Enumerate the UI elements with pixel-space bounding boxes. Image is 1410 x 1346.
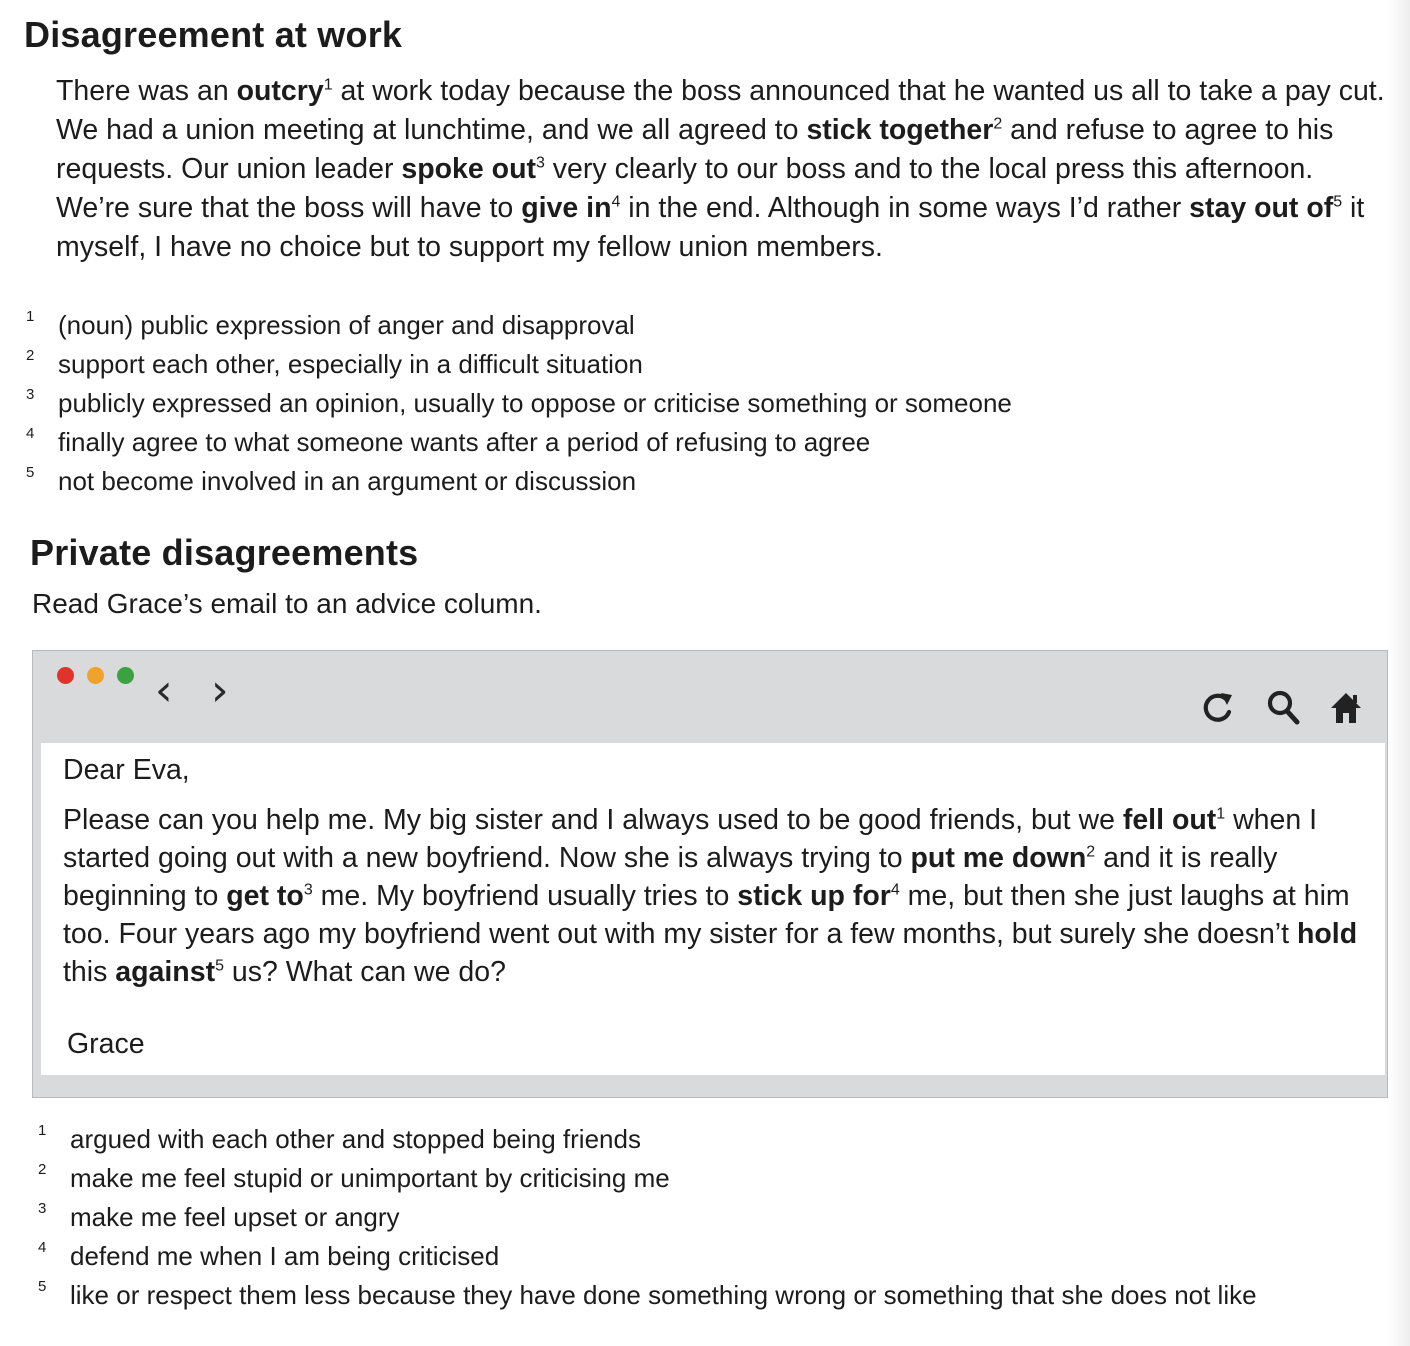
key-phrase: stick together <box>806 114 994 146</box>
text-run: and it is really beginning to <box>63 842 1278 912</box>
key-phrase: give in <box>521 192 612 224</box>
refresh-icon[interactable] <box>1199 687 1237 727</box>
glossary-number: 2 <box>38 1161 47 1178</box>
page-edge-shadow <box>1388 0 1410 1346</box>
footnote-marker: 1 <box>323 76 333 94</box>
glossary-item <box>26 423 1012 462</box>
footnote-marker: 3 <box>535 154 545 172</box>
section-title-work: Disagreement at work <box>24 14 403 55</box>
key-phrase: hold <box>1296 918 1358 950</box>
glossary-number: 1 <box>38 1122 47 1139</box>
key-phrase: fell out <box>1122 804 1217 836</box>
glossary-definition: argued with each other and stopped being friends <box>70 1124 641 1154</box>
text-run: There was an <box>56 75 237 107</box>
glossary-item <box>38 1276 1257 1315</box>
home-icon[interactable] <box>1327 687 1365 727</box>
glossary-item <box>26 306 1012 345</box>
glossary-item <box>26 462 1012 501</box>
key-phrase: outcry <box>236 75 324 107</box>
glossary-number: 2 <box>26 347 35 364</box>
glossary-number: 4 <box>38 1239 47 1256</box>
glossary-number: 3 <box>26 386 35 403</box>
text-run: and refuse to agree to his requests. Our union leader <box>56 114 1334 185</box>
glossary-definition: defend me when I am being criticised <box>70 1241 500 1271</box>
email-body <box>63 801 1373 991</box>
footnote-marker: 5 <box>1333 193 1343 211</box>
footnote-marker: 2 <box>993 115 1003 133</box>
browser-window <box>32 650 1388 1098</box>
minimize-window-dot[interactable] <box>87 667 104 684</box>
footnote-marker: 4 <box>611 193 621 211</box>
text-run: at work today because the boss announced that he wanted us all to take a pay cut. We had a union meeting at lunchtime, and we all agreed to <box>56 75 1385 146</box>
email-intro: Read Grace’s email to an advice column. <box>32 588 542 619</box>
glossary-item <box>38 1198 1257 1237</box>
key-phrase: get to <box>226 880 304 912</box>
footnote-marker: 5 <box>215 957 224 975</box>
glossary-number: 4 <box>26 425 35 442</box>
work-passage <box>56 72 1386 267</box>
glossary-item <box>38 1237 1257 1276</box>
forward-arrow-icon[interactable]: › <box>211 665 229 716</box>
email-greeting: Dear Eva, <box>63 754 190 786</box>
text-run: Please can you help me. My big sister and I always used to be good friends, but we <box>63 804 1123 836</box>
glossary-item <box>38 1120 1257 1159</box>
glossary-item <box>38 1159 1257 1198</box>
key-phrase: stick up for <box>737 880 891 912</box>
key-phrase: against <box>115 956 216 988</box>
glossary-definition: make me feel upset or angry <box>70 1202 400 1232</box>
text-run: me, but then she just laughs at him too. Four years ago my boyfriend went out with my sister for a few months, but surely she doesn’t <box>63 880 1350 950</box>
email-glossary <box>38 1120 1257 1315</box>
glossary-item <box>26 384 1012 423</box>
text-run: us? What can we do? <box>223 956 506 988</box>
footnote-marker: 3 <box>303 881 313 899</box>
close-window-dot[interactable] <box>57 667 74 684</box>
text-run: when I started going out with a new boyfriend. Now she is always trying to <box>63 804 1318 874</box>
browser-toolbar <box>33 651 1387 743</box>
key-phrase: spoke out <box>401 153 536 185</box>
section-title-private: Private disagreements <box>30 532 419 573</box>
glossary-definition: support each other, especially in a difficult situation <box>58 349 643 379</box>
footnote-marker: 4 <box>890 881 900 899</box>
glossary-number: 3 <box>38 1200 47 1217</box>
glossary-definition: like or respect them less because they have done something wrong or something that she does not like <box>70 1280 1257 1310</box>
glossary-number: 5 <box>38 1278 47 1295</box>
glossary-definition: not become involved in an argument or discussion <box>58 466 637 496</box>
glossary-definition: publicly expressed an opinion, usually to oppose or criticise something or someone <box>58 388 1012 418</box>
footnote-marker: 1 <box>1216 805 1226 823</box>
maximize-window-dot[interactable] <box>117 667 134 684</box>
text-run: it myself, I have no choice but to support my fellow union members. <box>56 192 1365 263</box>
key-phrase: stay out of <box>1189 192 1334 224</box>
glossary-number: 1 <box>26 308 35 325</box>
text-run: me. My boyfriend usually tries to <box>312 880 738 912</box>
glossary-definition: make me feel stupid or unimportant by criticising me <box>70 1163 670 1193</box>
search-icon[interactable] <box>1265 687 1303 727</box>
text-run: this <box>63 956 116 988</box>
glossary-number: 5 <box>26 464 35 481</box>
glossary-definition: finally agree to what someone wants after a period of refusing to agree <box>58 427 871 457</box>
work-glossary <box>26 306 1012 501</box>
email-signoff: Grace <box>67 1028 145 1060</box>
text-run: in the end. Although in some ways I’d rather <box>620 192 1190 224</box>
text-run: very clearly to our boss and to the local press this afternoon. We’re sure that the boss will have to <box>56 153 1314 224</box>
back-arrow-icon[interactable]: ‹ <box>155 665 173 716</box>
footnote-marker: 2 <box>1086 843 1096 861</box>
email-content <box>41 743 1385 1075</box>
key-phrase: put me down <box>910 842 1087 874</box>
glossary-definition: (noun) public expression of anger and disapproval <box>58 310 635 340</box>
glossary-item <box>26 345 1012 384</box>
